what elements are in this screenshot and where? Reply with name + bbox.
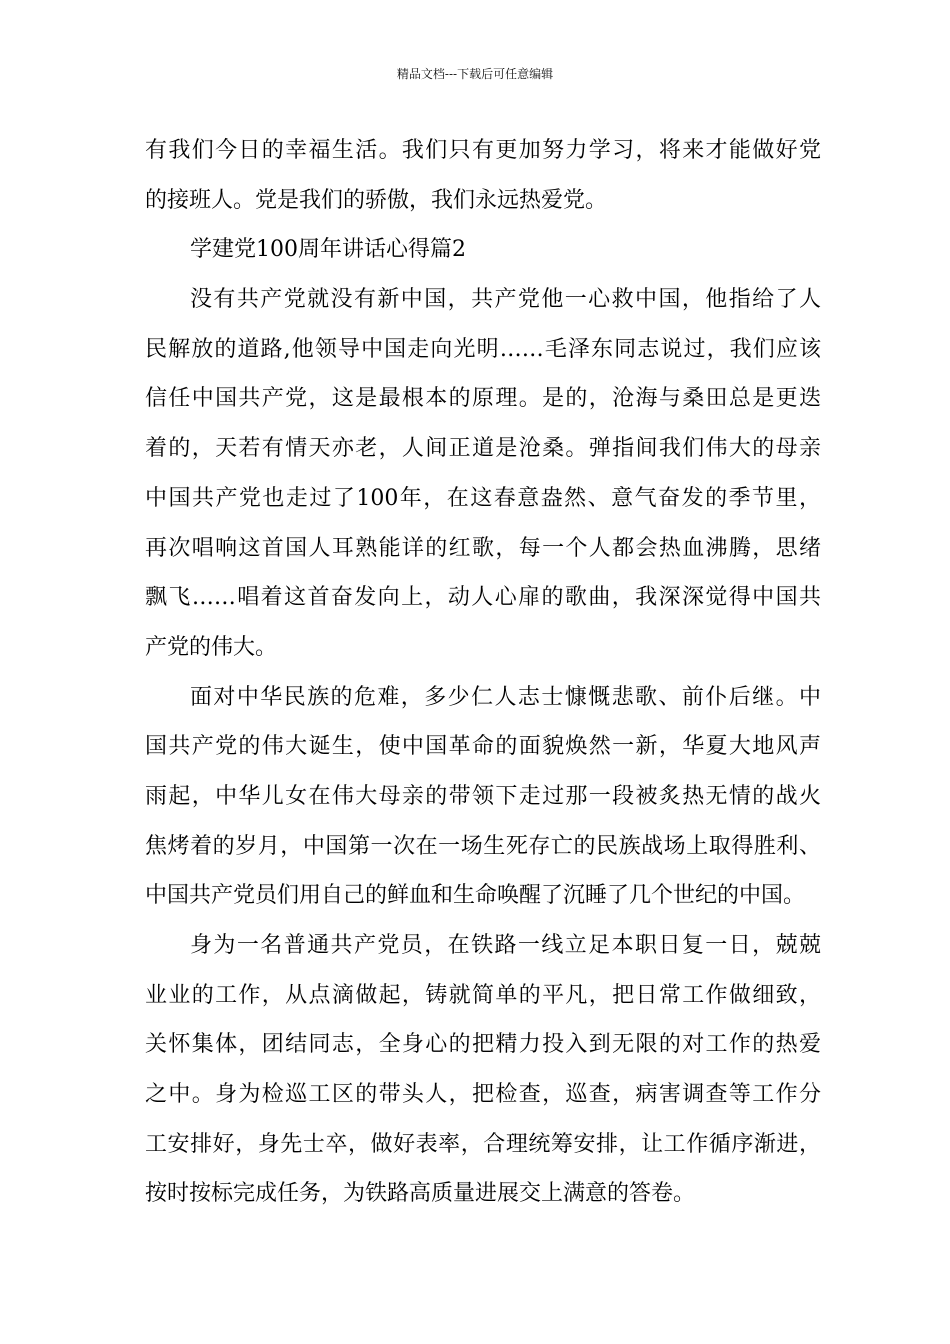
text-line: 中国共产党员们用自己的鲜血和生命唤醒了沉睡了几个世纪的中国。 [145,883,806,909]
text-line: 的接班人。党是我们的骄傲，我们永远热爱党。 [145,187,608,213]
text-line: 飘飞……唱着这首奋发向上，动人心扉的歌曲，我深深觉得中国共 [145,585,821,611]
text-line: 有我们今日的幸福生活。我们只有更加努力学习，将来才能做好党 [145,138,821,163]
text-line: 身为一名普通共产党员，在铁路一线立足本职日复一日，兢兢 [190,933,821,958]
text-line: 没有共产党就没有新中国，共产党他一心救中国，他指给了人 [190,287,821,313]
text-line: 业业的工作，从点滴做起，铸就简单的平凡，把日常工作做细致， [145,982,821,1008]
document-body [145,126,821,1219]
text-line: 关怀集体，团结同志，全身心的把精力投入到无限的对工作的热爱 [145,1032,821,1058]
text-line: 雨起，中华儿女在伟大母亲的带领下走过那一段被炙热无情的战火 [145,783,821,809]
text-line: 之中。身为检巡工区的带头人，把检查，巡查，病害调查等工作分 [145,1082,821,1108]
text-line: 信任中国共产党，这是最根本的原理。是的，沧海与桑田总是更迭 [145,386,821,412]
text-line: 焦烤着的岁月，中国第一次在一场生死存亡的民族战场上取得胜利、 [145,833,821,859]
text-line: 工安排好，身先士卒，做好表率，合理统筹安排，让工作循序渐进， [145,1131,821,1157]
text-line: 按时按标完成任务，为铁路高质量进展交上满意的答卷。 [145,1181,696,1207]
text-line: 再次唱响这首国人耳熟能详的红歌，每一个人都会热血沸腾，思绪 [145,535,821,561]
text-line: 国共产党的伟大诞生，使中国革命的面貌焕然一新，华夏大地风声 [145,734,821,760]
text-line: 面对中华民族的危难，多少仁人志士慷慨悲歌、前仆后继。中 [190,684,821,710]
text-line: 着的，天若有情天亦老，人间正道是沧桑。弹指间我们伟大的母亲 [145,436,821,462]
text-line: 民解放的道路,他领导中国走向光明……毛泽东同志说过，我们应该 [145,336,821,362]
page-header: 精品文档---下载后可任意编辑 [396,67,554,81]
text-line: 产党的伟大。 [145,634,278,660]
section-heading: 学建党100周年讲话心得篇2 [190,237,466,263]
text-line: 中国共产党也走过了100年，在这春意盎然、意气奋发的季节里， [145,485,821,511]
